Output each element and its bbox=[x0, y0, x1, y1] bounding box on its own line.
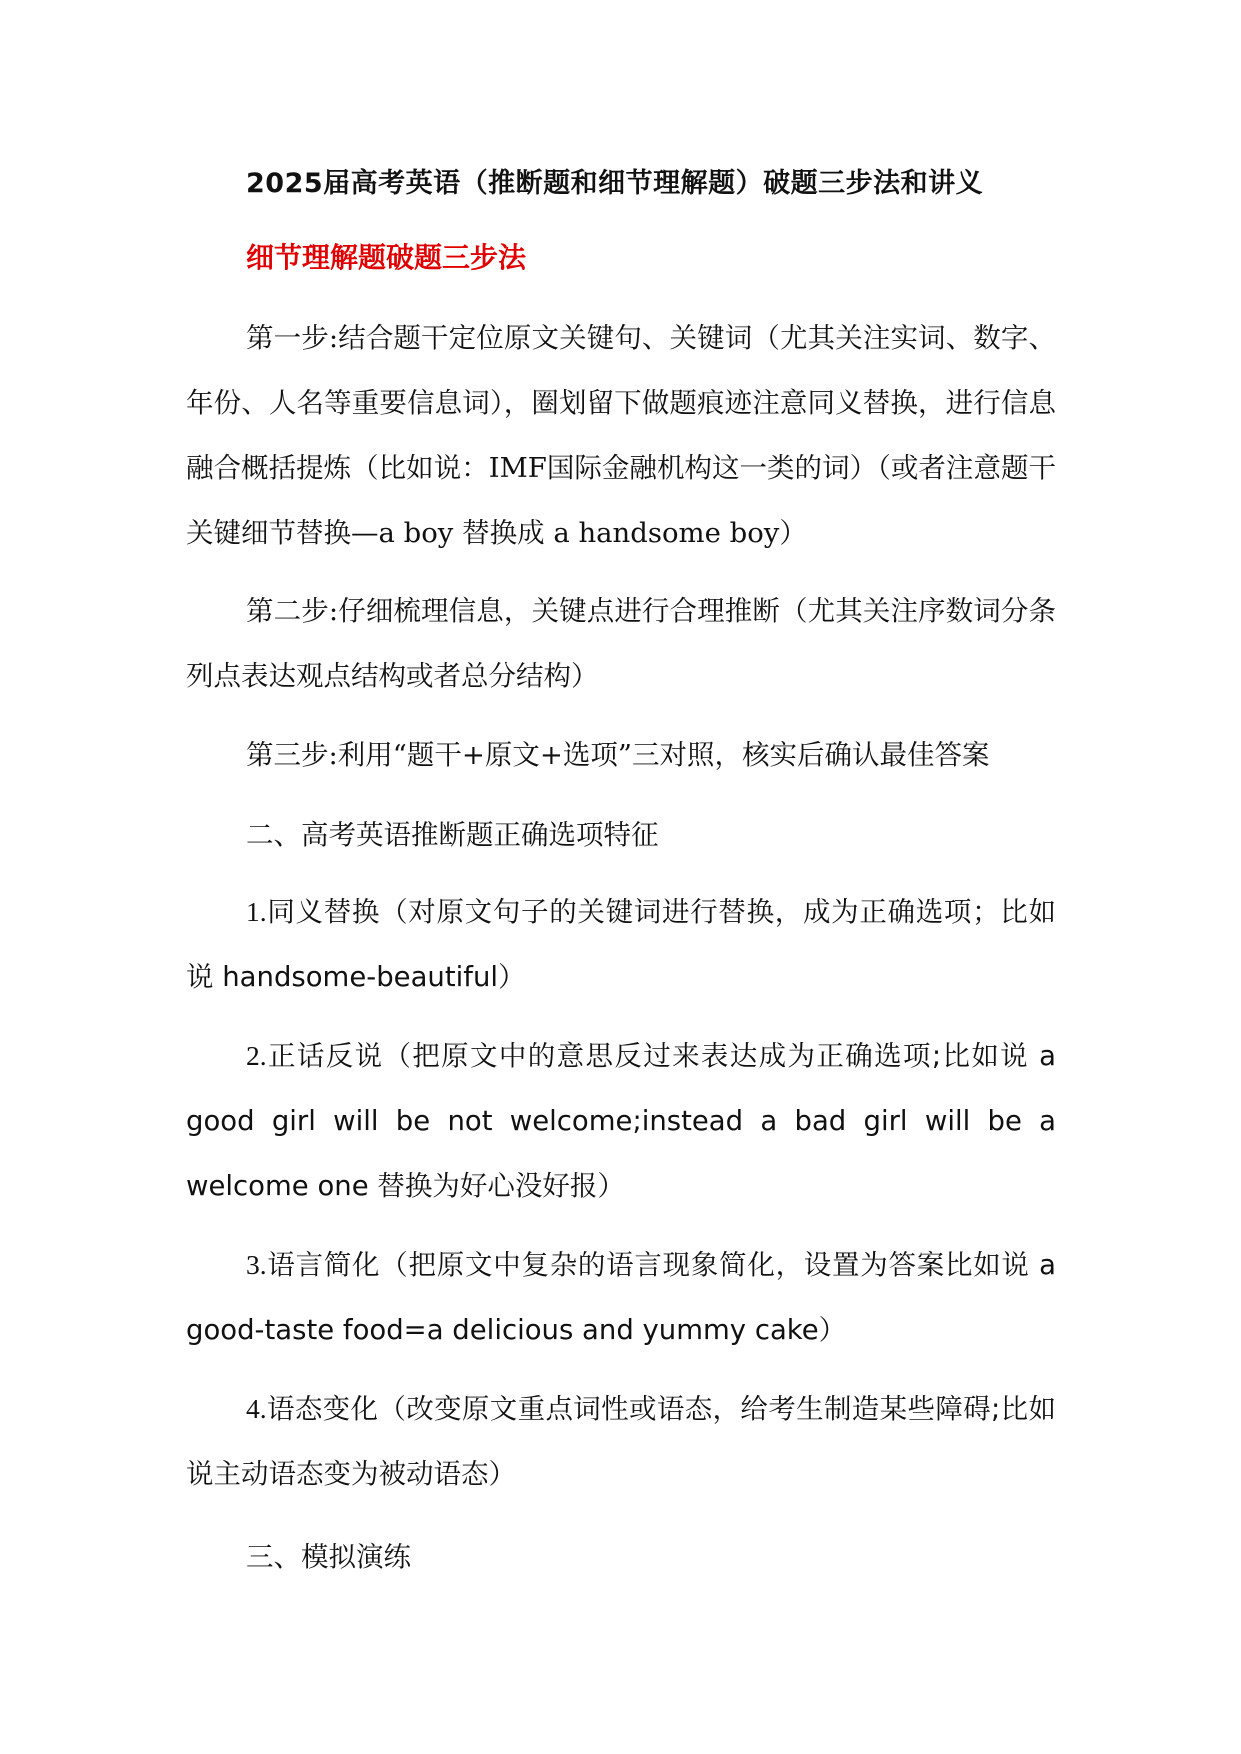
document-title: 2025届高考英语（推断题和细节理解题）破题三步法和讲义 bbox=[246, 168, 984, 199]
step-one-paragraph: 第一步:结合题干定位原文关键句、关键词（尤其关注实词、数字、年份、人名等重要信息词），圈划留下做题痕迹注意同义替换，进行信息融合概括提炼（比如说：IMF国际金融机构这一类的词）（或者注意题干关键细节替换—a boy 替换成 a handsome boy） bbox=[186, 322, 1056, 549]
feature-number: 1. bbox=[246, 896, 267, 927]
feature-text: 语态变化（改变原文重点词性或语态，给考生制造某些障碍;比如说主动语态变为被动语态） bbox=[186, 1393, 1056, 1490]
feature-text: 同义替换（对原文句子的关键词进行替换，成为正确选项；比如说 handsome-beautiful） bbox=[186, 896, 1056, 993]
feature-number: 2. bbox=[246, 1040, 267, 1071]
section-three-heading: 三、模拟演练 bbox=[246, 1541, 411, 1573]
section-subtitle: 细节理解题破题三步法 bbox=[246, 241, 527, 274]
feature-item bbox=[186, 1376, 1056, 1507]
step-two-paragraph: 第二步:仔细梳理信息，关键点进行合理推断（尤其关注序数词分条列点表达观点结构或者总分结构） bbox=[186, 595, 1056, 692]
feature-number: 3. bbox=[246, 1249, 267, 1280]
feature-text: 正话反说（把原文中的意思反过来表达成为正确选项;比如说 a good girl will be not welcome;instead a bad girl will be a welcome one 替换为好心没好报） bbox=[186, 1040, 1056, 1202]
section-two-heading: 二、高考英语推断题正确选项特征 bbox=[246, 819, 659, 851]
feature-item bbox=[186, 879, 1056, 1010]
feature-number: 4. bbox=[246, 1393, 267, 1424]
feature-item bbox=[186, 1023, 1056, 1219]
feature-text: 语言简化（把原文中复杂的语言现象简化，设置为答案比如说 a good-taste food=a delicious and yummy cake） bbox=[186, 1249, 1056, 1346]
step-three-paragraph: 第三步:利用“题干+原文+选项”三对照，核实后确认最佳答案 bbox=[246, 739, 990, 771]
feature-item bbox=[186, 1232, 1056, 1363]
